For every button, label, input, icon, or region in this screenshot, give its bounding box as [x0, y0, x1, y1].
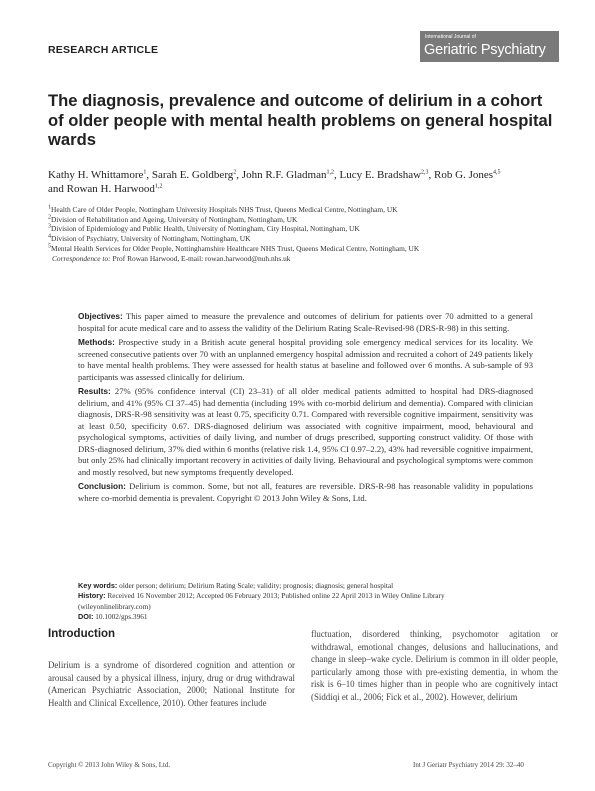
author-separator: ,: [236, 169, 242, 181]
abstract-section-label: Results:: [78, 386, 111, 396]
author-affiliation-sup: 1,2: [326, 169, 334, 176]
affiliation-number: 4: [48, 233, 51, 240]
author-separator: ,: [146, 169, 152, 181]
author-separator: ,: [428, 169, 435, 181]
keywords-text: older person; delirium; Delirium Rating Scale; validity; prognosis; diagnosis; general hospital: [117, 581, 394, 590]
doi-label: DOI:: [78, 611, 94, 621]
correspondence: [48, 254, 558, 264]
journal-logo-title: Geriatric Psychiatry: [424, 42, 546, 58]
author-affiliation-sup: 1: [143, 169, 147, 176]
affiliation-text: Division of Rehabilitation and Ageing, University of Nottingham, Nottingham, UK: [51, 214, 298, 224]
correspondence-label: Correspondence to:: [52, 253, 111, 263]
author-affiliation-sup: 2,3: [421, 169, 429, 176]
doi: [78, 612, 538, 622]
author-affiliation-sup: 4,5: [493, 169, 501, 176]
author-name: Sarah E. Goldberg: [151, 169, 234, 181]
abstract-section-text: Prospective study in a British acute general hospital providing sole emergency medical services for its locality. We screened consecutive patients over 70 with an unplanned emergency hospital admission and recruited a cohort of 249 patients likely to have mental health problems. They were assessed for health status at baseline and followed over 6 months. A sub-sample of 93 participants was assessed clinically for delirium.: [78, 337, 533, 382]
abstract-section-label: Conclusion:: [78, 481, 126, 491]
abstract-section-text: Delirium is common. Some, but not all, features are reversible. DRS-R-98 has reasonable validity in populations where co-morbid dementia is prevalent. Copyright © 2013 John Wiley & Sons, Ltd.: [78, 481, 533, 503]
author-affiliation-sup: 2: [233, 169, 237, 176]
abstract-section-text: 27% (95% confidence interval (CI) 23–31) of all older medical patients admitted to hospital had DRS-diagnosed delirium, and 41% (95% CI 37–45) had dementia (including 19% with co-morbid delirium and dementia). Compared with clinician diagnosis, DRS-R-98 sensitivity was at least 0.75, specificity 0.71. Compared with reversible cognitive impairment, sensitivity was at least 0.50, specificity 0.67. DRS-diagnosed delirium was associated with cognitive impairment, mood, behavioural and psychological symptoms, activities of daily living, and number of drugs prescribed, supporting construct validity. Of those with DRS-diagnosed delirium, 37% died within 6 months (relative risk 1.4, 95% CI 0.97–2.2), 43% had reversible cognitive impairment, but only 25% had clinically important recovery in activities of daily living. Behavioural and psychological symptoms were common and mostly resolved, but new symptoms frequently developed.: [78, 386, 533, 477]
affiliation-text: Division of Psychiatry, University of Nottingham, Nottingham, UK: [51, 234, 251, 244]
correspondence-email[interactable]: Prof Rowan Harwood, E-mail: rowan.harwood@nuh.nhs.uk: [110, 253, 291, 263]
history-label: History:: [78, 591, 106, 601]
author-name: Kathy H. Whittamore: [48, 169, 144, 181]
affiliation-number: 5: [48, 243, 51, 250]
affiliation-item: [48, 205, 558, 215]
author-name: Lucy E. Bradshaw: [339, 169, 422, 181]
affiliation-list: [48, 205, 558, 263]
affiliation-number: 2: [48, 214, 51, 221]
abstract-section-text: This paper aimed to measure the prevalence and outcomes of delirium for patients over 70 admitted to a general hospital for acute medical care and to assess the validity of the Delirium Rating Scale-Revised-98 (DRS-R-98) in this setting.: [78, 311, 533, 333]
doi-link[interactable]: 10.1002/gps.3961: [93, 611, 148, 621]
abstract: [78, 311, 533, 507]
footer-copyright: Copyright © 2013 John Wiley & Sons, Ltd.: [48, 761, 171, 769]
abstract-methods: [78, 337, 533, 383]
footer-citation: Int J Geriatr Psychiatry 2014 29: 32–40: [413, 761, 524, 769]
affiliation-item: [48, 215, 558, 225]
keywords: [78, 581, 538, 591]
affiliation-number: 3: [48, 223, 51, 230]
article-title: The diagnosis, prevalence and outcome of delirium in a cohort of older people with mental health problems on general hospital wards: [48, 91, 553, 149]
affiliation-text: Health Care of Older People, Nottingham University Hospitals NHS Trust, Queens Medical Centre, Nottingham, UK: [51, 205, 398, 214]
journal-logo-small-text: International Journal of: [425, 34, 476, 40]
abstract-objectives: [78, 311, 533, 334]
author-separator: ,: [333, 169, 340, 181]
history-text: Received 16 November 2012; Accepted 06 February 2013; Published online 22 April 2013 in Wiley Online Library: [105, 591, 445, 601]
affiliation-text: Division of Epidemiology and Public Health, University of Nottingham, City Hospital, Nottingham, UK: [51, 224, 360, 234]
abstract-results: [78, 386, 533, 478]
abstract-section-label: Objectives:: [78, 311, 123, 321]
author-affiliation-sup: 1,2: [154, 183, 163, 190]
author-name: and Rowan H. Harwood: [48, 183, 155, 195]
author-list: [48, 168, 558, 196]
history-link[interactable]: (wileyonlinelibrary.com): [78, 601, 151, 611]
abstract-section-label: Methods:: [78, 337, 115, 347]
abstract-conclusion: [78, 481, 533, 504]
author-name: John R.F. Gladman: [241, 169, 327, 181]
journal-logo[interactable]: [420, 31, 559, 62]
section-heading-introduction: Introduction: [48, 628, 116, 640]
body-text-left-column: Delirium is a syndrome of disordered cognition and attention or arousal caused by a physical illness, injury, drug or drug withdrawal (American Psychiatric Association, 2000; National Institute for Health and Clinical Excellence, 2010). Other features include: [48, 660, 295, 708]
keywords-label: Key words:: [78, 581, 118, 590]
article-metadata: [78, 581, 538, 622]
author-name: Rob G. Jones: [434, 169, 494, 181]
affiliation-number: 1: [48, 204, 51, 211]
body-text-right-column: fluctuation, disordered thinking, psychomotor agitation or withdrawal, emotional changes, delusions and hallucinations, and change in sleep–wake cycle. Delirium is common in ill older people, particularly among those with pre-existing dementia, in whom the risk is 6–10 times higher than in people who are cognitively intact (Siddiqi et al., 2006; Fick et al., 2002). However, delirium: [311, 629, 558, 702]
affiliation-item: [48, 224, 558, 234]
affiliation-item: [48, 244, 558, 254]
affiliation-text: Mental Health Services for Older People, Nottinghamshire Healthcare NHS Trust, Queens Medical Centre, Nottingham, UK: [51, 243, 420, 253]
history: [78, 591, 538, 601]
affiliation-item: [48, 234, 558, 244]
article-type-label: RESEARCH ARTICLE: [48, 44, 159, 56]
